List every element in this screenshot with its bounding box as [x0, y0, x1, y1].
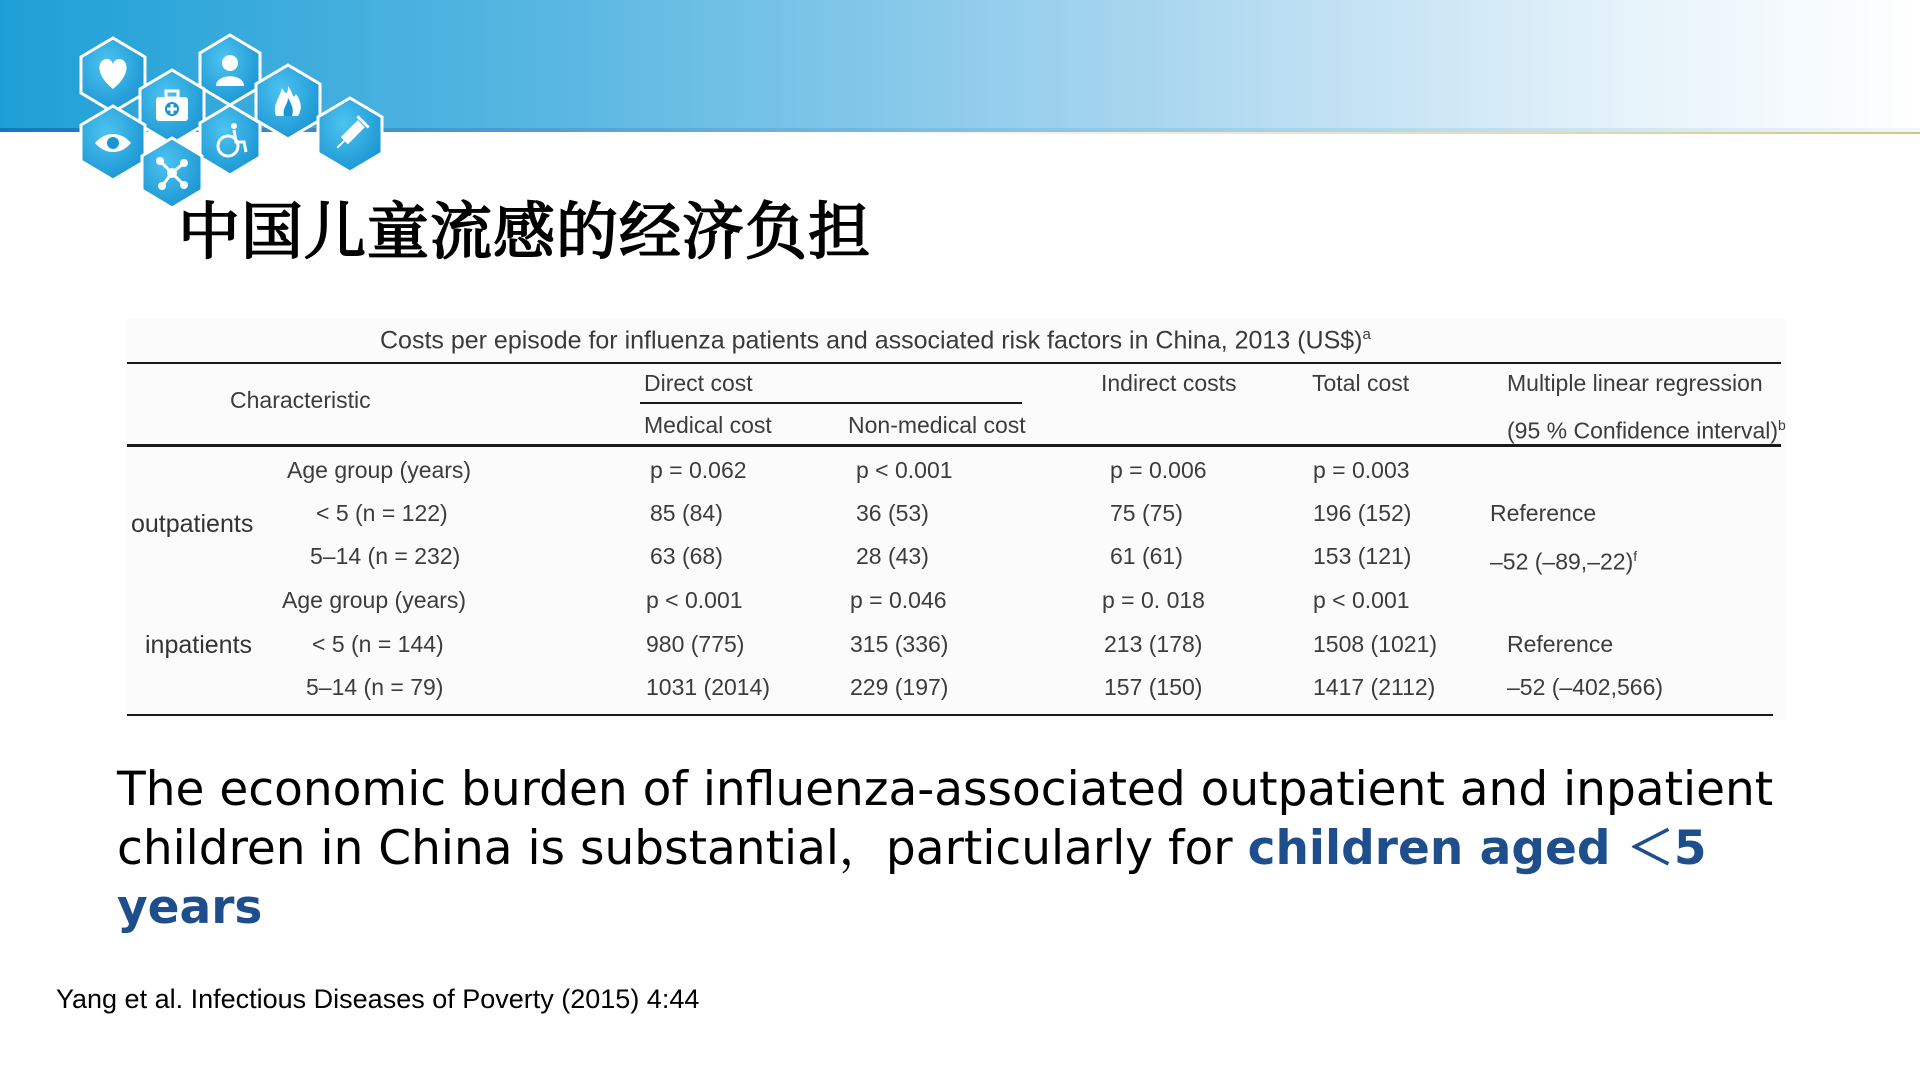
row-indirect-cost: 157 (150): [1104, 674, 1203, 700]
table-bottom-rule: [127, 714, 1773, 716]
row-total-cost: 153 (121): [1313, 543, 1412, 569]
person-icon: [200, 35, 260, 105]
medical-kit-icon: [140, 70, 204, 144]
row-characteristic: Age group (years): [282, 587, 467, 613]
group-label-inpatients: inpatients: [145, 631, 253, 659]
eye-icon: [81, 106, 145, 180]
row-indirect-cost: p = 0.006: [1110, 457, 1207, 483]
header-confidence-interval: (95 % Confidence interval)$^b$: [1507, 417, 1786, 444]
row-non-medical-cost: p < 0.001: [856, 457, 953, 483]
header-characteristic: Characteristic: [230, 387, 371, 413]
summary-highlight: children aged ＜5 years: [117, 821, 1707, 935]
row-regression: –52 $(-89,-22)^f$: [1490, 548, 1638, 575]
row-non-medical-cost: 36 (53): [856, 500, 929, 526]
header-indirect-costs: Indirect costs: [1101, 370, 1237, 396]
row-medical-cost: 980 (775): [646, 631, 745, 657]
summary-statement: [117, 760, 1817, 937]
wheelchair-icon: [200, 105, 260, 175]
row-medical-cost: 85 (84): [650, 500, 723, 526]
row-characteristic: < 5 (n = 144): [312, 631, 444, 657]
summary-text: The economic burden of influenza-associated outpatient and inpatient children in China is substantial，particularly for: [117, 762, 1774, 876]
table-caption: Costs per episode for influenza patients and associated risk factors in China, 2013 (US$)$^a$: [380, 326, 1371, 355]
header-total-cost: Total cost: [1312, 370, 1410, 396]
row-total-cost: 1417 (2112): [1313, 674, 1436, 700]
row-medical-cost: p < 0.001: [646, 587, 743, 613]
row-indirect-cost: 213 (178): [1104, 631, 1203, 657]
row-medical-cost: 63 (68): [650, 543, 723, 569]
row-characteristic: < 5 (n = 122): [316, 500, 448, 526]
row-indirect-cost: p = 0. 018: [1102, 587, 1205, 613]
row-indirect-cost: 75 (75): [1110, 500, 1183, 526]
row-total-cost: p < 0.001: [1313, 587, 1410, 613]
header-medical-cost: Medical cost: [644, 412, 772, 438]
hex-icon-cluster: [60, 30, 410, 210]
heart-icon: [81, 38, 145, 112]
row-characteristic: 5–14 (n = 79): [306, 674, 444, 700]
header-direct-cost: Direct cost: [644, 370, 753, 396]
slide-title: 中国儿童流感的经济负担: [178, 195, 872, 268]
citation: Yang et al. Infectious Diseases of Poverty (2015) 4:44: [56, 984, 700, 1014]
row-total-cost: 196 (152): [1313, 500, 1412, 526]
row-non-medical-cost: 315 (336): [850, 631, 949, 657]
row-non-medical-cost: 229 (197): [850, 674, 949, 700]
row-characteristic: Age group (years): [287, 457, 472, 483]
row-total-cost: 1508 (1021): [1313, 631, 1438, 657]
row-medical-cost: 1031 (2014): [646, 674, 771, 700]
table-top-rule: [127, 362, 1781, 364]
row-regression: –52 (–402,566): [1507, 674, 1664, 700]
row-total-cost: p = 0.003: [1313, 457, 1410, 483]
group-label-outpatients: outpatients: [131, 510, 254, 538]
header-regression: Multiple linear regression: [1507, 370, 1763, 396]
row-regression: Reference: [1507, 631, 1614, 657]
row-non-medical-cost: p = 0.046: [850, 587, 947, 613]
direct-cost-rule: [640, 402, 1022, 404]
row-medical-cost: p = 0.062: [650, 457, 747, 483]
header-non-medical-cost: Non-medical cost: [848, 412, 1026, 438]
row-regression: Reference: [1490, 500, 1597, 526]
row-indirect-cost: 61 (61): [1110, 543, 1183, 569]
syringe-icon: [318, 98, 382, 172]
row-non-medical-cost: 28 (43): [856, 543, 929, 569]
row-characteristic: 5–14 (n = 232): [310, 543, 461, 569]
fire-icon: [256, 65, 320, 139]
